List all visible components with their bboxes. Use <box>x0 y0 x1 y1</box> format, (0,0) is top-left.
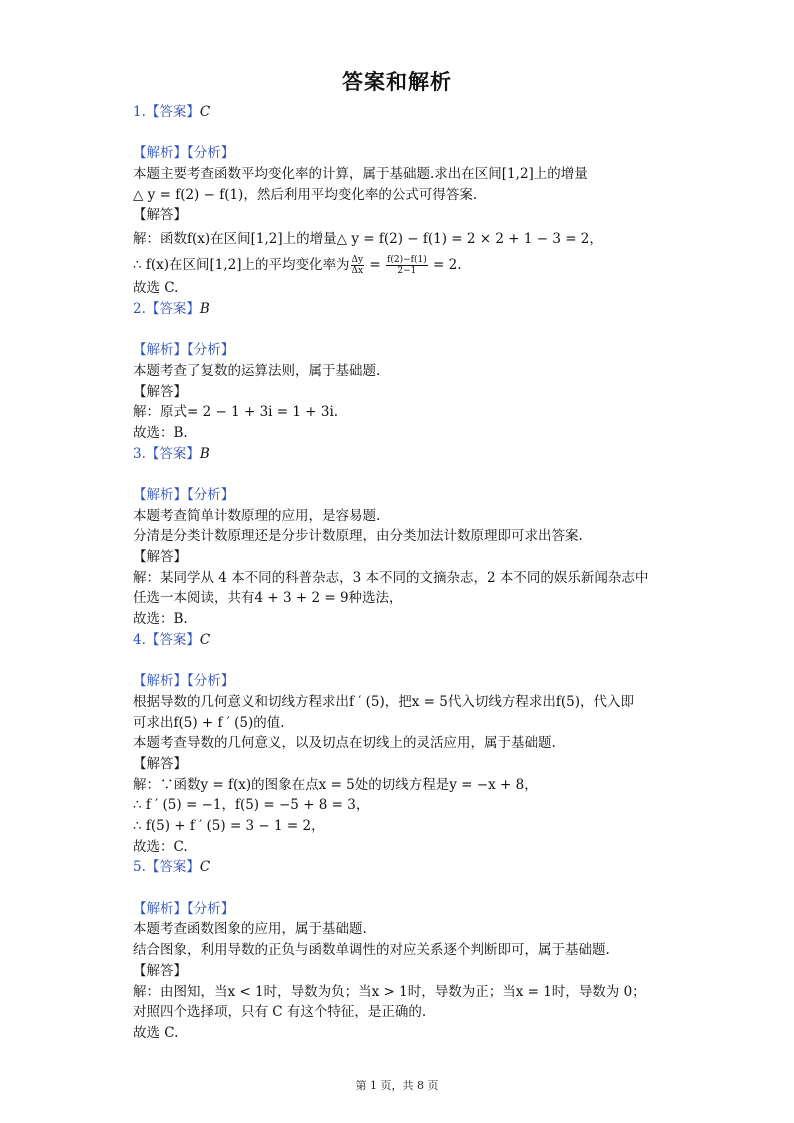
fraction-line <box>133 252 673 278</box>
fraction-difference <box>386 255 428 276</box>
conclusion: 故选：B. <box>133 424 188 441</box>
solution-line: ∴ f(5) + f ′ (5) = 3 − 1 = 2， <box>133 818 325 834</box>
solution-label: 【解答】 <box>133 383 187 400</box>
analysis-line: 根据导数的几何意义和切线方程求出f ′ (5)，把x = 5代入切线方程求出f(5)，代入即 <box>133 693 634 710</box>
answer-label: 【答案】 <box>145 104 200 120</box>
equals-sign: = <box>365 257 386 274</box>
answer-value: C <box>199 859 211 876</box>
answer-value: C <box>199 104 211 120</box>
analysis-line: 本题考查简单计数原理的应用，是容易题. <box>133 507 381 524</box>
fraction-line-suffix: = 2. <box>428 257 462 274</box>
question-4-answer-line <box>133 630 673 651</box>
solution-label: 【解答】 <box>133 962 187 979</box>
analysis-line: 本题考查了复数的运算法则，属于基础题. <box>133 362 381 379</box>
section-tags: 【解析】【分析】 <box>133 900 235 917</box>
solution-label: 【解答】 <box>133 207 187 224</box>
fraction-numerator: f(2)−f(1) <box>387 255 427 266</box>
analysis-line: 分清是分类计数原理还是分步计数原理，由分类加法计数原理即可求出答案. <box>133 528 583 545</box>
question-number: 4. <box>133 631 146 648</box>
answer-value: B <box>199 445 210 462</box>
analysis-line: 本题考查导数的几何意义，以及切点在切线上的灵活应用，属于基础题. <box>133 735 556 752</box>
answer-value: C <box>199 631 211 648</box>
question-number: 3. <box>133 445 146 462</box>
question-3-answer-line <box>133 444 673 465</box>
answer-content <box>133 102 673 1044</box>
solution-line: 解：原式= 2 − 1 + 3i = 1 + 3i. <box>133 404 339 421</box>
section-tags: 【解析】【分析】 <box>133 145 235 162</box>
fraction-denominator: 2−1 <box>397 266 417 277</box>
question-5-answer-line <box>133 857 673 878</box>
analysis-line: 本题考查函数图象的应用，属于基础题. <box>133 921 367 938</box>
question-number: 2. <box>133 300 146 317</box>
answer-label: 【答案】 <box>145 859 200 876</box>
question-2-answer-line <box>133 299 673 320</box>
solution-label: 【解答】 <box>133 549 187 566</box>
section-tags: 【解析】【分析】 <box>133 342 235 359</box>
conclusion: 故选：B. <box>133 611 188 628</box>
solution-line: 对照四个选择项，只有 C 有这个特征，是正确的. <box>133 1004 427 1021</box>
section-tags: 【解析】【分析】 <box>133 487 235 503</box>
question-number: 1. <box>133 104 146 120</box>
solution-line: 解：由图知，当x < 1时，导数为负；当x > 1时，导数为正；当x = 1时，导数为 0； <box>133 983 646 1000</box>
fraction-line-prefix: ∴ f(x)在区间[1,2]上的平均变化率为 <box>133 257 350 274</box>
fraction-denominator: Δx <box>351 266 364 277</box>
answer-label: 【答案】 <box>145 300 200 317</box>
page-title: 答案和解析 <box>342 70 452 94</box>
solution-label: 【解答】 <box>133 755 187 772</box>
analysis-line: 结合图象，利用导数的正负与函数单调性的对应关系逐个判断即可，属于基础题. <box>133 942 610 959</box>
solution-line: 任选一本阅读，共有4 + 3 + 2 = 9种选法， <box>133 590 403 607</box>
solution-line: 解：函数f(x)在区间[1,2]上的增量△ y = f(2) − f(1) = 2 × 2 + 1 − 3 = 2， <box>133 231 603 248</box>
conclusion: 故选：C. <box>133 838 188 855</box>
page-footer: 第 1 页，共 8 页 <box>355 1079 439 1092</box>
question-number: 5. <box>133 859 146 876</box>
answer-value: B <box>199 300 210 317</box>
solution-line: ∴ f ′ (5) = −1，f(5) = −5 + 8 = 3， <box>133 797 370 814</box>
solution-line: 解：某同学从 4 本不同的科普杂志，3 本不同的文摘杂志，2 本不同的娱乐新闻杂志中 <box>133 569 649 586</box>
fraction-dy-dx <box>351 255 365 276</box>
fraction-numerator: Δy <box>351 255 364 266</box>
analysis-line: △ y = f(2) − f(1)，然后利用平均变化率的公式可得答案. <box>133 186 478 203</box>
answer-label: 【答案】 <box>145 631 200 648</box>
conclusion: 故选 C. <box>133 280 179 297</box>
solution-line: 解：∵函数y = f(x)的图象在点x = 5处的切线方程是y = −x + 8， <box>133 776 538 793</box>
analysis-line: 可求出f(5) + f ′ (5)的值. <box>133 714 285 731</box>
section-tags: 【解析】【分析】 <box>133 673 235 690</box>
answer-label: 【答案】 <box>145 445 200 462</box>
question-1-answer-line <box>133 102 673 123</box>
conclusion: 故选 C. <box>133 1024 179 1041</box>
analysis-line: 本题主要考查函数平均变化率的计算，属于基础题.求出在区间[1,2]上的增量 <box>133 166 588 183</box>
